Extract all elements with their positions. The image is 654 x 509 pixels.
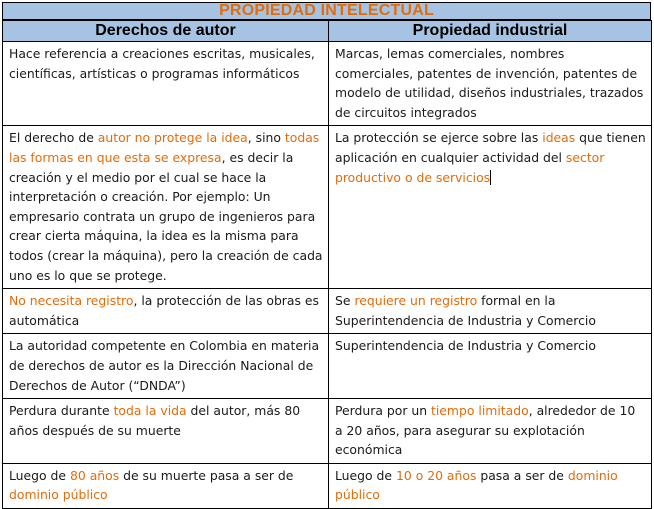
cell-text: del autor, más 80 años después de su muerte xyxy=(9,403,301,438)
cell-text: , alrededor de 10 a 20 años, para asegurar su explotación económica xyxy=(335,403,636,458)
table-body xyxy=(3,42,652,509)
cell-derechos-de-autor xyxy=(3,399,329,464)
highlighted-text: requiere un registro xyxy=(354,293,478,309)
cell-text: Superintendencia de Industria y Comercio xyxy=(335,338,596,354)
cell-text: Luego de xyxy=(9,467,70,483)
comparison-table xyxy=(2,20,652,509)
table-row xyxy=(3,334,652,399)
highlighted-text: toda la vida xyxy=(113,403,187,419)
cell-derechos-de-autor xyxy=(3,463,329,508)
cell-derechos-de-autor xyxy=(3,334,329,399)
cell-derechos-de-autor xyxy=(3,289,329,334)
table-row xyxy=(3,42,652,126)
table-row xyxy=(3,126,652,289)
table-row xyxy=(3,463,652,508)
highlighted-text: autor no protege la idea xyxy=(97,130,248,146)
table-row xyxy=(3,289,652,334)
highlighted-text: 80 años xyxy=(69,467,120,483)
header-derechos-de-autor: Derechos de autor xyxy=(3,21,329,42)
table-title: PROPIEDAD INTELECTUAL xyxy=(2,2,651,20)
highlighted-text: sector productivo o de servicios xyxy=(335,149,605,185)
cell-text: La protección se ejerce sobre las xyxy=(335,130,543,146)
cell-text: pasa a ser de xyxy=(476,467,568,483)
cell-text: Perdura por un xyxy=(335,403,431,419)
highlighted-text: tiempo limitado xyxy=(431,403,529,419)
cell-propiedad-industrial xyxy=(329,399,652,464)
highlighted-text: 10 o 20 años xyxy=(395,467,477,483)
cell-text: Se xyxy=(335,293,355,309)
cell-text: de su muerte pasa a ser de xyxy=(119,467,294,483)
cell-propiedad-industrial xyxy=(329,289,652,334)
highlighted-text: dominio público xyxy=(335,467,618,503)
header-propiedad-industrial: Propiedad industrial xyxy=(329,21,652,42)
cell-text: Marcas, lemas comerciales, nombres comerciales, patentes de invención, patentes de modelo de utilidad, diseños industriales, trazados de circuitos integrados xyxy=(335,46,644,120)
header-row xyxy=(3,21,652,42)
cell-text: formal en la Superintendencia de Industria y Comercio xyxy=(335,293,596,328)
cell-text: La autoridad competente en Colombia en materia de derechos de autor es la Dirección Nacional de Derechos de Autor (“DNDA”) xyxy=(9,338,320,393)
highlighted-text: No necesita registro xyxy=(9,293,134,309)
cell-text: El derecho de xyxy=(9,130,98,146)
cell-propiedad-industrial xyxy=(329,42,652,126)
highlighted-text: todas las formas en que esta se expresa xyxy=(9,130,320,165)
cell-propiedad-industrial xyxy=(329,463,652,508)
highlighted-text: ideas xyxy=(542,130,576,146)
cell-text: , la protección de las obras es automática xyxy=(9,293,319,328)
highlighted-text: dominio público xyxy=(9,487,108,503)
cell-propiedad-industrial xyxy=(329,126,652,289)
cell-text: Perdura durante xyxy=(9,403,114,419)
cell-text: Luego de xyxy=(335,467,396,483)
table-row xyxy=(3,399,652,464)
cell-derechos-de-autor xyxy=(3,126,329,289)
cell-text: , es decir la creación y el medio por el cual se hace la interpretación o creación. Por ejemplo: Un empresario contrata un grupo de ingenieros para crear cierta máquina, la idea es la misma para todos (crear la máquina), pero la creación de cada uno es lo que se protege. xyxy=(9,149,323,283)
cell-text: que tienen aplicación en cualquier actividad del xyxy=(335,130,646,165)
cell-derechos-de-autor xyxy=(3,42,329,126)
cell-propiedad-industrial xyxy=(329,334,652,399)
cell-text: , sino xyxy=(247,130,285,146)
cell-text: Hace referencia a creaciones escritas, musicales, científicas, artísticas o programas informáticos xyxy=(9,46,315,81)
